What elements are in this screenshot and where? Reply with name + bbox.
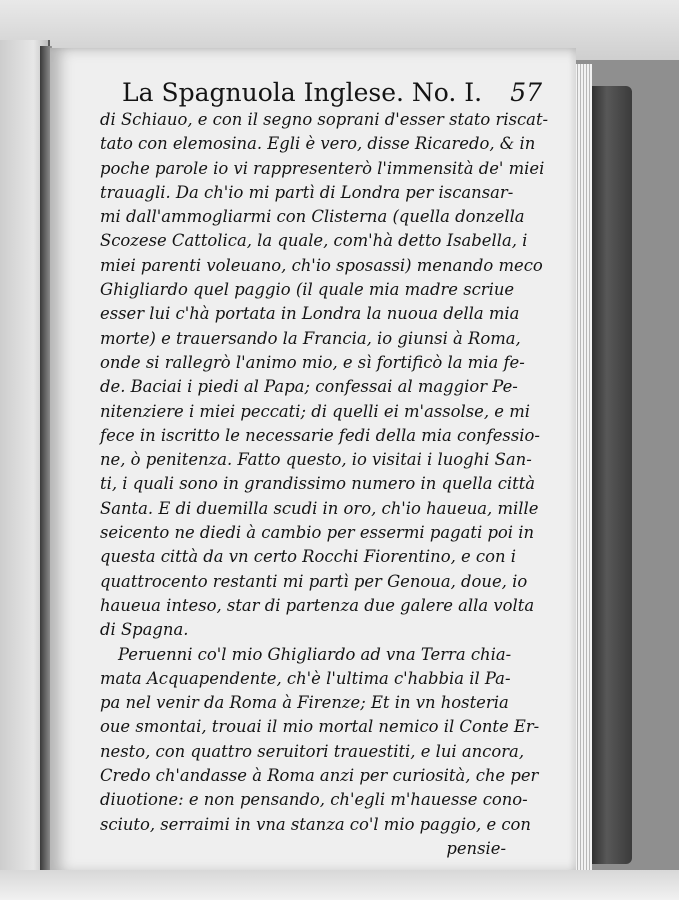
text-line: mi dall'ammogliarmi con Clisterna (quella donzella: [100, 207, 525, 227]
text-line: diuotione: e non pensando, ch'egli m'hauesse cono-: [100, 790, 528, 810]
text-line: poche parole io vi rappresenterò l'immensità de' miei: [100, 158, 545, 178]
text-line: haueua inteso, star di partenza due galere alla volta: [100, 595, 535, 615]
text-line: questa città da vn certo Rocchi Fiorentino, e con i: [100, 547, 516, 567]
text-line: esser lui c'hà portata in Londra la nuoua della mia: [100, 304, 520, 324]
text-line: morte) e trauersando la Francia, io giunsi à Roma,: [100, 328, 521, 348]
running-title: La Spagnuola Inglese. No. I.: [122, 78, 483, 107]
book-page: [50, 48, 576, 874]
text-line: di Spagna.: [100, 620, 189, 640]
text-line: ne, ò penitenza. Fatto questo, io visitai i luoghi San-: [100, 450, 532, 470]
book-cover-edge: [590, 86, 632, 864]
text-line: Scozese Cattolica, la quale, com'hà detto Isabella, i: [100, 231, 528, 251]
text-line: trauagli. Da ch'io mi partì di Londra per iscansar-: [100, 182, 514, 202]
text-line: de. Baciai i piedi al Papa; confessai al maggior Pe-: [100, 377, 518, 397]
text-line: Credo ch'andasse à Roma anzi per curiosità, che per: [100, 766, 539, 786]
text-line: Ghigliardo quel paggio (il quale mia madre scriue: [100, 280, 515, 300]
text-line: sciuto, serraimi in vna stanza co'l mio paggio, e con: [100, 814, 531, 834]
text-line: onde si rallegrò l'animo mio, e sì fortificò la mia fe-: [100, 352, 525, 372]
scan-background-bottom: [0, 870, 679, 900]
text-line: nitenziere i miei peccati; di quelli ei m'assolse, e mi: [100, 401, 530, 421]
text-line: fece in iscritto le necessarie fedi della mia confessio-: [100, 425, 540, 445]
text-line: quattrocento restanti mi partì per Genoua, doue, io: [100, 571, 528, 591]
page-number: 57: [510, 78, 542, 107]
text-line: tato con elemosina. Egli è vero, disse Ricaredo, & in: [100, 134, 536, 154]
text-line: seicento ne diedi à cambio per essermi pagati poi in: [100, 523, 535, 543]
text-line: Santa. E di duemilla scudi in oro, ch'io haueua, mille: [100, 498, 539, 518]
catchword: pensie-: [446, 838, 506, 858]
text-line: Peruenni co'l mio Ghigliardo ad vna Terra chia-: [118, 644, 512, 664]
text-line: di Schiauo, e con il segno soprani d'esser stato riscat-: [100, 110, 549, 129]
body-text: [100, 108, 566, 861]
text-line: pa nel venir da Roma à Firenze; Et in vn hosteria: [100, 693, 509, 713]
page-header: [122, 76, 542, 110]
text-line: ti, i quali sono in grandissimo numero in quella città: [100, 474, 536, 494]
text-line: miei parenti voleuano, ch'io sposassi) menando meco: [100, 255, 543, 275]
text-line: mata Acquapendente, ch'è l'ultima c'habbia il Pa-: [100, 668, 511, 688]
text-line: oue smontai, trouai il mio mortal nemico il Conte Er-: [100, 717, 540, 737]
text-line: nesto, con quattro seruitori trauestiti, e lui ancora,: [100, 741, 525, 761]
